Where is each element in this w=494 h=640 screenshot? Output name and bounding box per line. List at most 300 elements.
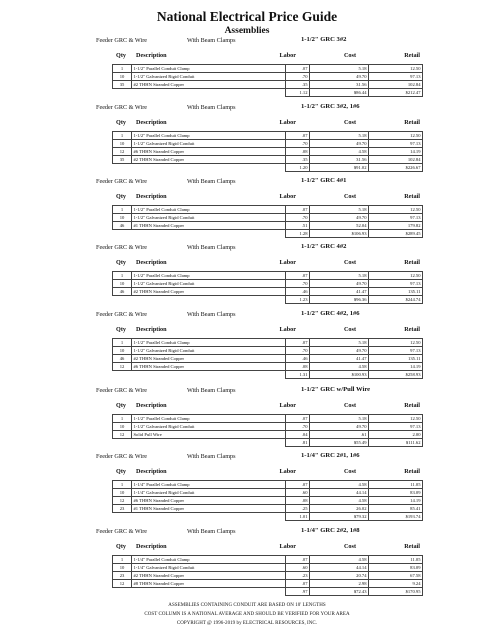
table-row	[113, 423, 423, 431]
row-cost: 31.56	[310, 81, 369, 89]
row-description: #2 THHN Stranded Copper	[132, 355, 286, 363]
total-row	[113, 513, 423, 521]
total-retail: $244.74	[369, 296, 423, 304]
row-retail: 12.50	[369, 65, 423, 73]
table-row	[113, 497, 423, 505]
total-row	[113, 296, 423, 304]
row-retail: 83.09	[369, 564, 423, 572]
row-description: 1-1/2" Parallel Conduit Clamp	[132, 272, 286, 280]
section-header	[0, 243, 494, 254]
total-row	[113, 439, 423, 447]
column-header-description: Description	[136, 52, 167, 59]
assembly-section	[0, 310, 494, 379]
total-blank-cell	[132, 588, 286, 596]
section-category: Feeder GRC & Wire	[96, 244, 148, 251]
row-description: #1 THHN Stranded Copper	[132, 505, 286, 513]
row-labor: .70	[286, 280, 310, 288]
column-header-qty: Qty	[116, 259, 126, 266]
row-retail: 97.13	[369, 73, 423, 81]
total-retail: $289.45	[369, 230, 423, 238]
column-header-retail: Retail	[404, 193, 420, 200]
table-row	[113, 580, 423, 588]
total-row	[113, 230, 423, 238]
section-category: Feeder GRC & Wire	[96, 453, 148, 460]
row-cost: 4.58	[310, 556, 369, 564]
column-header-description: Description	[136, 193, 167, 200]
row-qty: 1	[113, 556, 132, 564]
row-description: #8 THHN Stranded Copper	[132, 580, 286, 588]
row-cost: 52.04	[310, 222, 369, 230]
row-qty: 12	[113, 580, 132, 588]
table-row	[113, 505, 423, 513]
row-retail: 67.58	[369, 572, 423, 580]
row-qty: 1	[113, 272, 132, 280]
total-cost: $55.49	[310, 439, 369, 447]
section-header	[0, 103, 494, 114]
table-row	[113, 214, 423, 222]
row-labor: .70	[286, 423, 310, 431]
total-blank-cell	[113, 296, 132, 304]
total-row	[113, 89, 423, 97]
table-row	[113, 140, 423, 148]
row-description: 1-1/2" Galvanized Rigid Conduit	[132, 73, 286, 81]
total-blank-cell	[113, 89, 132, 97]
row-retail: 97.13	[369, 214, 423, 222]
column-header-description: Description	[136, 402, 167, 409]
row-labor: .08	[286, 148, 310, 156]
table-row	[113, 347, 423, 355]
row-qty: 10	[113, 564, 132, 572]
total-labor: 1.12	[286, 89, 310, 97]
items-table	[112, 131, 423, 172]
total-retail: $258.93	[369, 371, 423, 379]
row-description: #2 THHN Stranded Copper	[132, 81, 286, 89]
row-qty: 10	[113, 347, 132, 355]
section-header	[0, 36, 494, 47]
row-qty: 10	[113, 73, 132, 81]
section-header	[0, 452, 494, 463]
section-header	[0, 527, 494, 538]
row-retail: 97.13	[369, 140, 423, 148]
column-header-description: Description	[136, 119, 167, 126]
assembly-section	[0, 386, 494, 447]
section-header	[0, 310, 494, 321]
table-row	[113, 288, 423, 296]
column-header-cost: Cost	[343, 543, 356, 550]
column-header-cost: Cost	[343, 119, 356, 126]
column-header-description: Description	[136, 468, 167, 475]
row-cost: 49.70	[310, 347, 369, 355]
column-header-qty: Qty	[116, 326, 126, 333]
row-qty: 46	[113, 355, 132, 363]
row-cost: 5.18	[310, 272, 369, 280]
table-row	[113, 73, 423, 81]
row-description: Solid Pull Wire	[132, 431, 286, 439]
table-row	[113, 156, 423, 164]
total-blank-cell	[132, 89, 286, 97]
row-retail: 11.05	[369, 481, 423, 489]
column-headers	[0, 52, 494, 64]
row-retail: 14.19	[369, 497, 423, 505]
items-table	[112, 338, 423, 379]
row-qty: 35	[113, 81, 132, 89]
assembly-section	[0, 36, 494, 97]
row-description: #6 THHN Stranded Copper	[132, 363, 286, 371]
items-table	[112, 414, 423, 447]
row-cost: 5.18	[310, 415, 369, 423]
row-labor: .60	[286, 489, 310, 497]
row-labor: .23	[286, 572, 310, 580]
row-labor: .07	[286, 339, 310, 347]
row-retail: 2.00	[369, 431, 423, 439]
column-header-retail: Retail	[404, 543, 420, 550]
row-qty: 10	[113, 489, 132, 497]
column-headers	[0, 543, 494, 555]
column-headers	[0, 326, 494, 338]
row-cost: 41.47	[310, 288, 369, 296]
total-blank-cell	[113, 588, 132, 596]
row-qty: 1	[113, 132, 132, 140]
page-title: National Electrical Price Guide	[156, 9, 338, 24]
row-retail: 179.82	[369, 222, 423, 230]
assembly-section	[0, 527, 494, 596]
total-labor: 1.31	[286, 371, 310, 379]
footer-note-lengths: ASSEMBLIES CONTAINING CONDUIT ARE BASED ON 10' LENGTHS	[168, 603, 326, 608]
row-retail: 135.11	[369, 355, 423, 363]
row-cost: 49.70	[310, 73, 369, 81]
section-assembly-name: 1-1/2" GRC 4#2, 1#6	[301, 310, 360, 317]
section-clamp-label: With Beam Clamps	[187, 387, 236, 394]
row-retail: 102.84	[369, 81, 423, 89]
row-labor: .07	[286, 580, 310, 588]
row-labor: .25	[286, 505, 310, 513]
table-row	[113, 65, 423, 73]
assembly-section	[0, 177, 494, 238]
section-category: Feeder GRC & Wire	[96, 178, 148, 185]
total-labor: 1.01	[286, 513, 310, 521]
row-cost: 44.14	[310, 489, 369, 497]
total-blank-cell	[113, 439, 132, 447]
table-row	[113, 272, 423, 280]
table-row	[113, 564, 423, 572]
section-assembly-name: 1-1/4" GRC 2#1, 1#6	[301, 452, 360, 459]
row-cost: 41.47	[310, 355, 369, 363]
row-retail: 102.84	[369, 156, 423, 164]
row-qty: 1	[113, 415, 132, 423]
column-header-labor: Labor	[279, 402, 296, 409]
row-cost: 4.58	[310, 481, 369, 489]
row-labor: .07	[286, 206, 310, 214]
assembly-section	[0, 452, 494, 521]
row-labor: .07	[286, 65, 310, 73]
column-header-cost: Cost	[343, 52, 356, 59]
row-cost: 4.58	[310, 148, 369, 156]
row-description: 1-1/2" Parallel Conduit Clamp	[132, 206, 286, 214]
section-category: Feeder GRC & Wire	[96, 37, 148, 44]
total-labor: 1.23	[286, 296, 310, 304]
row-retail: 12.50	[369, 339, 423, 347]
row-qty: 46	[113, 288, 132, 296]
row-labor: .70	[286, 347, 310, 355]
items-table	[112, 64, 423, 97]
column-header-description: Description	[136, 326, 167, 333]
row-retail: 83.09	[369, 489, 423, 497]
row-description: 1-1/4" Parallel Conduit Clamp	[132, 556, 286, 564]
section-assembly-name: 1-1/2" GRC 3#2	[301, 36, 347, 43]
row-labor: .08	[286, 363, 310, 371]
items-table	[112, 205, 423, 238]
column-header-retail: Retail	[404, 402, 420, 409]
column-headers	[0, 468, 494, 480]
row-qty: 10	[113, 140, 132, 148]
row-qty: 12	[113, 148, 132, 156]
row-cost: 31.56	[310, 156, 369, 164]
row-retail: 97.13	[369, 280, 423, 288]
row-labor: .07	[286, 132, 310, 140]
section-assembly-name: 1-1/4" GRC 2#2, 1#8	[301, 527, 360, 534]
page-subtitle: Assemblies	[224, 26, 270, 36]
row-labor: .60	[286, 564, 310, 572]
section-clamp-label: With Beam Clamps	[187, 311, 236, 318]
row-retail: 14.19	[369, 148, 423, 156]
total-row	[113, 588, 423, 596]
row-description: 1-1/2" Parallel Conduit Clamp	[132, 132, 286, 140]
row-labor: .70	[286, 73, 310, 81]
total-blank-cell	[132, 513, 286, 521]
row-qty: 12	[113, 497, 132, 505]
column-header-retail: Retail	[404, 468, 420, 475]
section-category: Feeder GRC & Wire	[96, 528, 148, 535]
table-row	[113, 339, 423, 347]
total-cost: $100.93	[310, 371, 369, 379]
column-header-retail: Retail	[404, 259, 420, 266]
column-header-qty: Qty	[116, 402, 126, 409]
column-header-qty: Qty	[116, 119, 126, 126]
column-header-description: Description	[136, 259, 167, 266]
row-labor: .04	[286, 431, 310, 439]
row-qty: 35	[113, 156, 132, 164]
row-qty: 46	[113, 222, 132, 230]
row-cost: 4.58	[310, 363, 369, 371]
row-cost: .61	[310, 431, 369, 439]
total-retail: $226.67	[369, 164, 423, 172]
row-retail: 85.41	[369, 505, 423, 513]
total-cost: $79.32	[310, 513, 369, 521]
total-blank-cell	[113, 230, 132, 238]
column-header-labor: Labor	[279, 259, 296, 266]
row-cost: 26.02	[310, 505, 369, 513]
row-qty: 23	[113, 505, 132, 513]
total-retail: $170.95	[369, 588, 423, 596]
row-cost: 44.14	[310, 564, 369, 572]
total-labor: .81	[286, 439, 310, 447]
total-blank-cell	[132, 164, 286, 172]
column-header-labor: Labor	[279, 468, 296, 475]
row-description: 1-1/2" Galvanized Rigid Conduit	[132, 214, 286, 222]
table-row	[113, 363, 423, 371]
total-labor: 1.28	[286, 230, 310, 238]
row-description: 1-1/2" Galvanized Rigid Conduit	[132, 423, 286, 431]
row-retail: 12.50	[369, 415, 423, 423]
section-header	[0, 177, 494, 188]
row-description: #2 THHN Stranded Copper	[132, 572, 286, 580]
total-blank-cell	[113, 513, 132, 521]
section-category: Feeder GRC & Wire	[96, 311, 148, 318]
row-description: 1-1/2" Galvanized Rigid Conduit	[132, 280, 286, 288]
row-labor: .07	[286, 556, 310, 564]
row-labor: .70	[286, 140, 310, 148]
column-header-cost: Cost	[343, 402, 356, 409]
row-description: 1-1/2" Parallel Conduit Clamp	[132, 415, 286, 423]
section-clamp-label: With Beam Clamps	[187, 453, 236, 460]
total-row	[113, 371, 423, 379]
row-qty: 12	[113, 431, 132, 439]
row-cost: 2.98	[310, 580, 369, 588]
table-row	[113, 132, 423, 140]
section-assembly-name: 1-1/2" GRC 4#2	[301, 243, 347, 250]
section-header	[0, 386, 494, 397]
column-header-retail: Retail	[404, 52, 420, 59]
section-category: Feeder GRC & Wire	[96, 104, 148, 111]
row-cost: 5.18	[310, 65, 369, 73]
row-retail: 12.50	[369, 132, 423, 140]
total-retail: $212.47	[369, 89, 423, 97]
row-qty: 10	[113, 423, 132, 431]
row-retail: 97.13	[369, 347, 423, 355]
section-assembly-name: 1-1/2" GRC 3#2, 1#6	[301, 103, 360, 110]
row-labor: .70	[286, 214, 310, 222]
row-labor: .35	[286, 156, 310, 164]
row-cost: 5.18	[310, 206, 369, 214]
column-header-qty: Qty	[116, 543, 126, 550]
row-description: 1-1/4" Galvanized Rigid Conduit	[132, 564, 286, 572]
column-header-cost: Cost	[343, 259, 356, 266]
table-row	[113, 415, 423, 423]
table-row	[113, 355, 423, 363]
row-qty: 1	[113, 339, 132, 347]
column-header-labor: Labor	[279, 193, 296, 200]
row-qty: 1	[113, 481, 132, 489]
total-cost: $72.43	[310, 588, 369, 596]
row-description: 1-1/2" Parallel Conduit Clamp	[132, 65, 286, 73]
table-row	[113, 481, 423, 489]
total-cost: $96.36	[310, 296, 369, 304]
row-description: 1-1/2" Galvanized Rigid Conduit	[132, 140, 286, 148]
table-row	[113, 280, 423, 288]
items-table	[112, 480, 423, 521]
section-clamp-label: With Beam Clamps	[187, 244, 236, 251]
column-header-qty: Qty	[116, 193, 126, 200]
table-row	[113, 222, 423, 230]
total-blank-cell	[113, 164, 132, 172]
column-header-retail: Retail	[404, 119, 420, 126]
total-retail: $111.62	[369, 439, 423, 447]
row-labor: .07	[286, 272, 310, 280]
table-row	[113, 148, 423, 156]
row-labor: .46	[286, 355, 310, 363]
total-cost: $106.93	[310, 230, 369, 238]
column-header-labor: Labor	[279, 52, 296, 59]
total-blank-cell	[132, 296, 286, 304]
column-header-description: Description	[136, 543, 167, 550]
row-labor: .46	[286, 288, 310, 296]
row-description: #1 THHN Stranded Copper	[132, 222, 286, 230]
row-description: #6 THHN Stranded Copper	[132, 148, 286, 156]
row-retail: 12.50	[369, 272, 423, 280]
total-row	[113, 164, 423, 172]
row-cost: 5.18	[310, 132, 369, 140]
row-labor: .07	[286, 415, 310, 423]
total-cost: $86.44	[310, 89, 369, 97]
table-row	[113, 206, 423, 214]
total-blank-cell	[132, 230, 286, 238]
column-headers	[0, 402, 494, 414]
column-header-labor: Labor	[279, 326, 296, 333]
section-assembly-name: 1-1/2" GRC w/Pull Wire	[301, 386, 371, 393]
column-headers	[0, 193, 494, 205]
section-clamp-label: With Beam Clamps	[187, 528, 236, 535]
row-qty: 1	[113, 206, 132, 214]
row-description: #2 THHN Stranded Copper	[132, 156, 286, 164]
footer-note-cost: COST COLUMN IS A NATIONAL AVERAGE AND SHOULD BE VERIFIED FOR YOUR AREA	[144, 612, 350, 617]
total-blank-cell	[113, 371, 132, 379]
total-labor: 1.20	[286, 164, 310, 172]
row-retail: 9.24	[369, 580, 423, 588]
column-header-cost: Cost	[343, 193, 356, 200]
row-description: 1-1/2" Parallel Conduit Clamp	[132, 339, 286, 347]
row-description: #6 THHN Stranded Copper	[132, 497, 286, 505]
column-header-labor: Labor	[279, 119, 296, 126]
row-description: #2 THHN Stranded Copper	[132, 288, 286, 296]
column-header-cost: Cost	[343, 468, 356, 475]
section-assembly-name: 1-1/2" GRC 4#1	[301, 177, 347, 184]
row-retail: 11.05	[369, 556, 423, 564]
section-category: Feeder GRC & Wire	[96, 387, 148, 394]
table-row	[113, 572, 423, 580]
row-qty: 23	[113, 572, 132, 580]
row-labor: .07	[286, 481, 310, 489]
section-clamp-label: With Beam Clamps	[187, 178, 236, 185]
section-clamp-label: With Beam Clamps	[187, 37, 236, 44]
column-header-labor: Labor	[279, 543, 296, 550]
row-cost: 49.70	[310, 423, 369, 431]
column-header-retail: Retail	[404, 326, 420, 333]
row-description: 1-1/4" Parallel Conduit Clamp	[132, 481, 286, 489]
row-description: 1-1/2" Galvanized Rigid Conduit	[132, 347, 286, 355]
column-headers	[0, 119, 494, 131]
assembly-section	[0, 243, 494, 304]
row-qty: 10	[113, 214, 132, 222]
row-labor: .08	[286, 497, 310, 505]
row-cost: 49.70	[310, 280, 369, 288]
row-retail: 135.11	[369, 288, 423, 296]
row-cost: 5.18	[310, 339, 369, 347]
row-qty: 10	[113, 280, 132, 288]
column-header-qty: Qty	[116, 52, 126, 59]
row-cost: 49.70	[310, 214, 369, 222]
table-row	[113, 81, 423, 89]
footer-copyright: COPYRIGHT @ 1996-2019 by ELECTRICAL RESOURCES, INC.	[176, 621, 318, 626]
row-cost: 4.58	[310, 497, 369, 505]
row-description: 1-1/4" Galvanized Rigid Conduit	[132, 489, 286, 497]
row-qty: 12	[113, 363, 132, 371]
row-qty: 1	[113, 65, 132, 73]
row-labor: .51	[286, 222, 310, 230]
items-table	[112, 271, 423, 304]
row-cost: 49.70	[310, 140, 369, 148]
column-headers	[0, 259, 494, 271]
total-labor: .97	[286, 588, 310, 596]
